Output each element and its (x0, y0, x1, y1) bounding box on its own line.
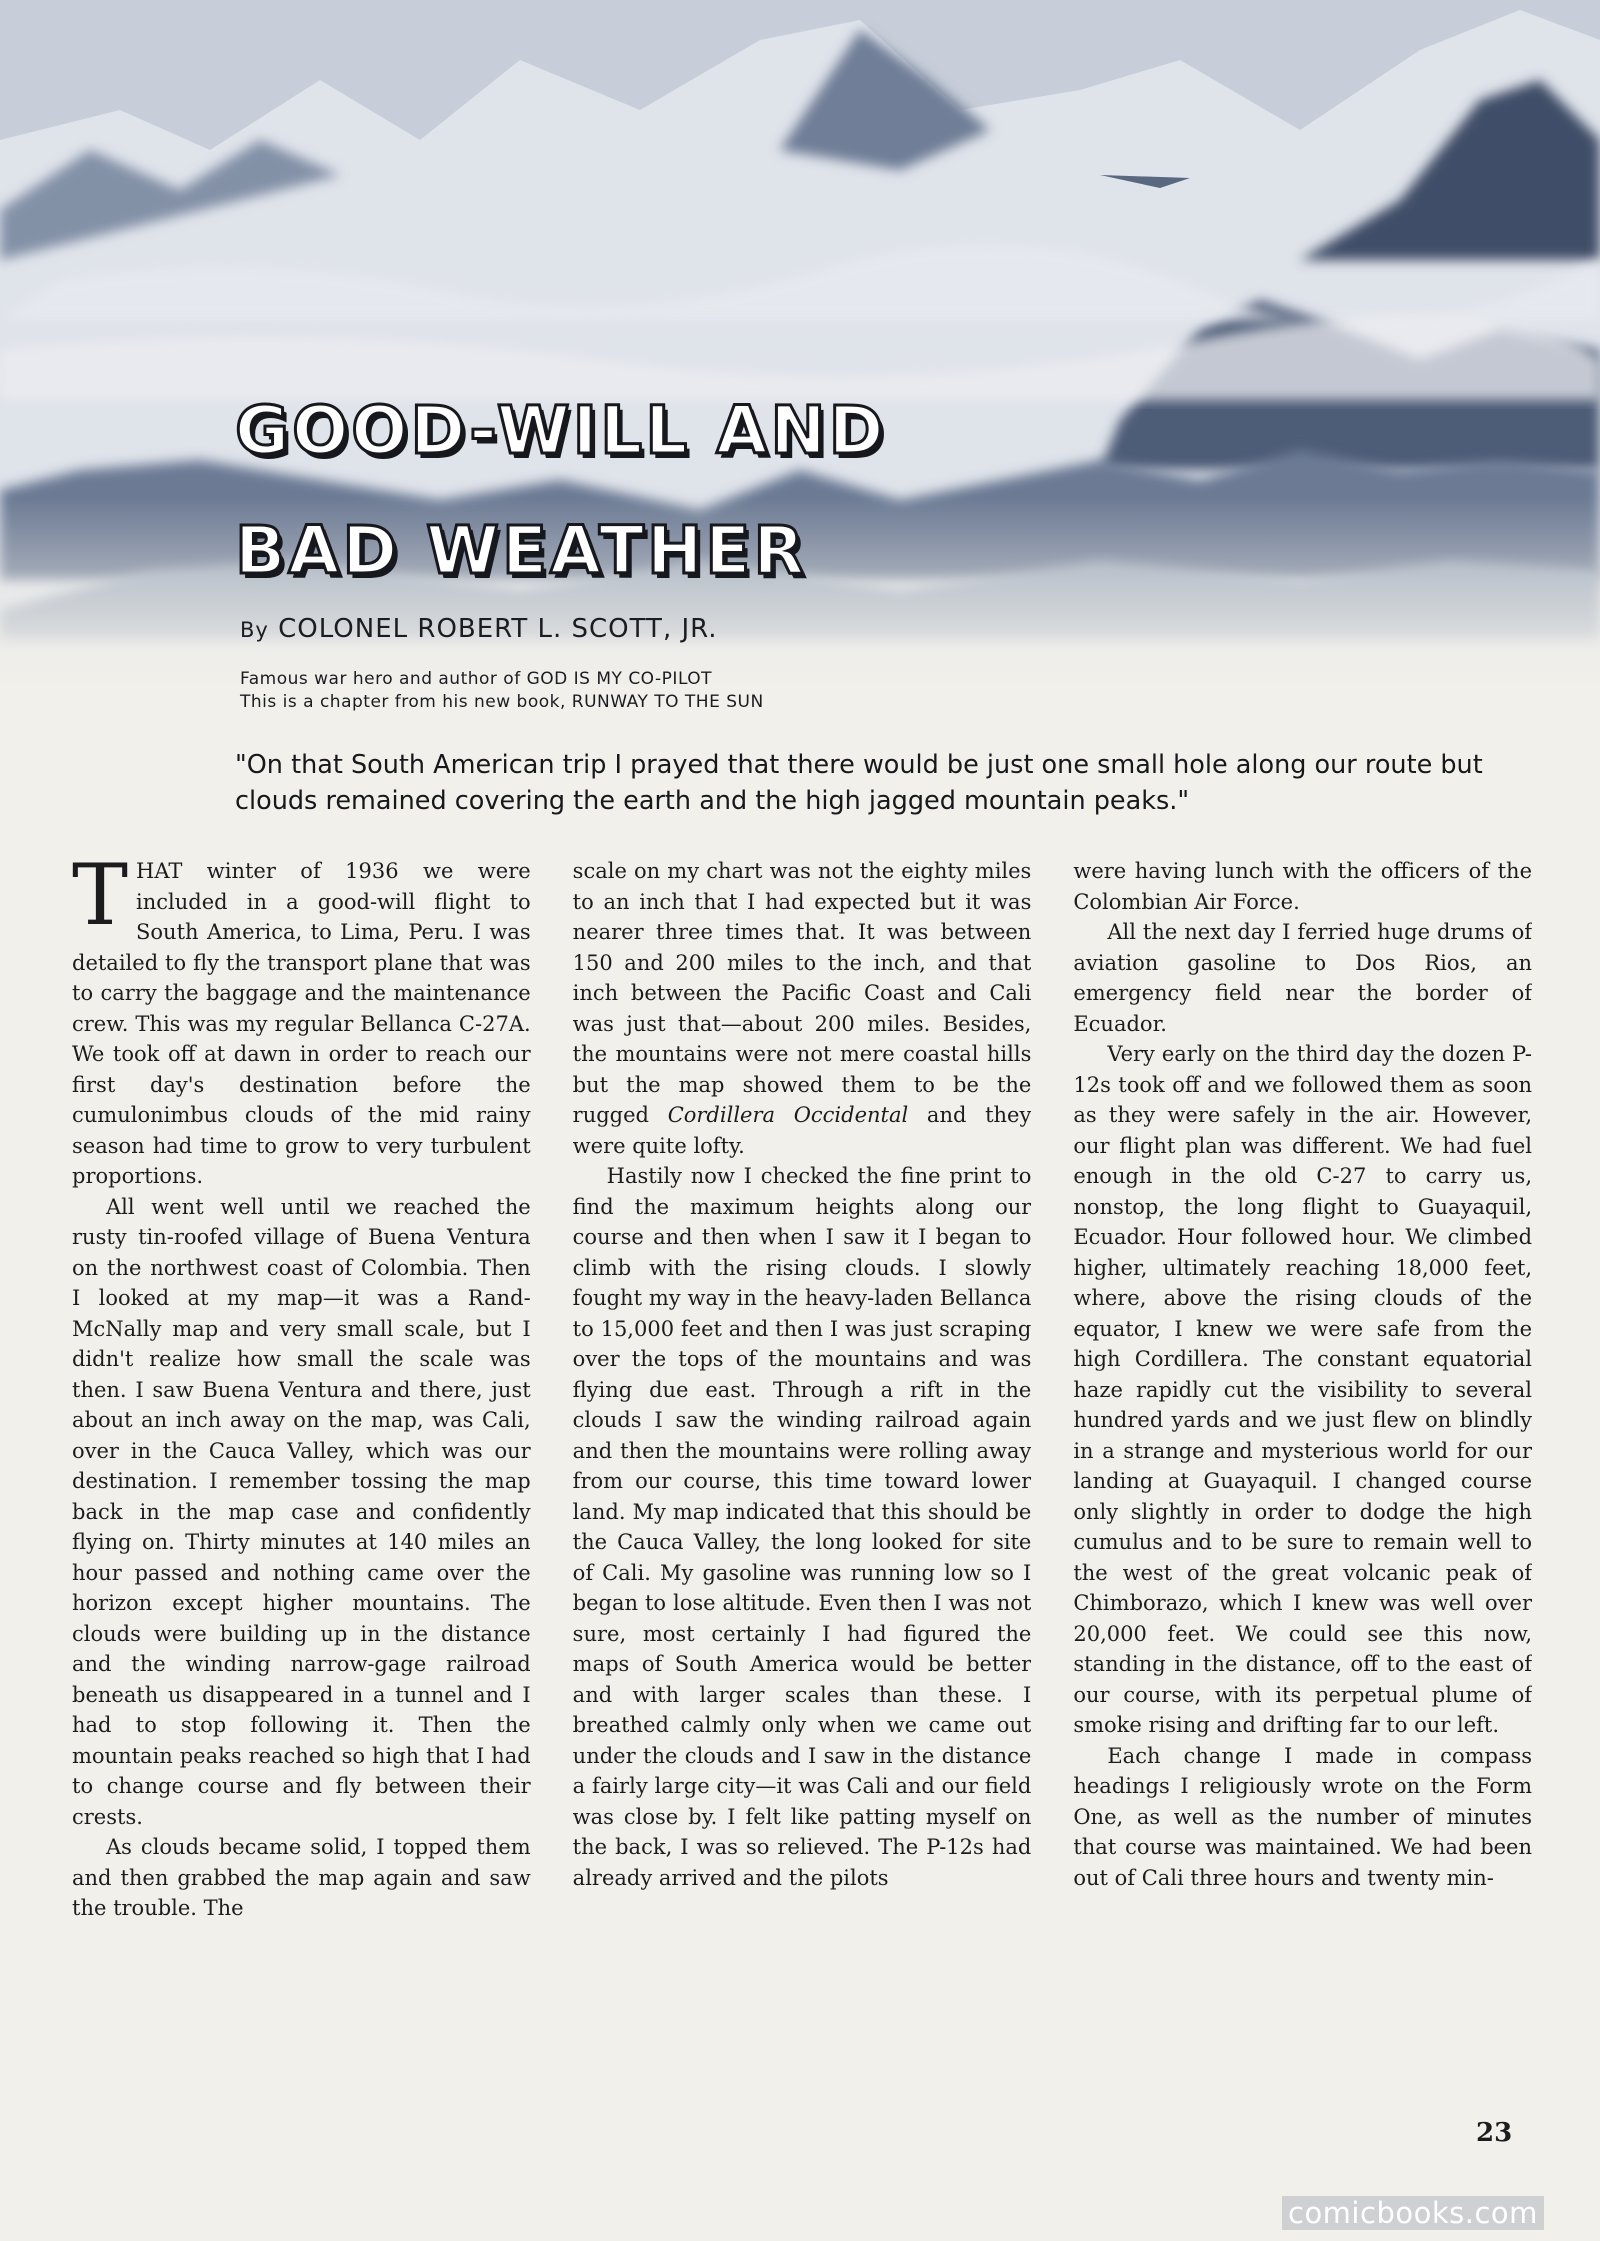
paragraph: Each change I made in compass headings I religiously wrote on the Form One, as well as the number of minutes that course was maintained. We had been out of Cali three hours and twenty min- (1073, 1743, 1533, 1890)
paragraph-text: and they were quite lofty. (572, 1103, 1032, 1158)
article-body (72, 856, 1532, 2086)
paragraph: were having lunch with the officers of the Colombian Air Force. (1073, 859, 1533, 914)
credit-line-2: This is a chapter from his new book, RUNWAY TO THE SUN (240, 692, 764, 712)
article-column-1 (72, 856, 531, 2086)
paragraph-text: HAT winter of 1936 we were included in a good-will flight to South America, to Lima, Peru. I was detailed to fly the transport plane that was to carry the baggage and the maintenance crew. This was my regular Bellanca C-27A. We took off at dawn in order to reach our first day's destination before the cumulonimbus clouds of the mid rainy season had time to grow to very turbulent proportions. (72, 859, 531, 1188)
article-column-2 (573, 856, 1032, 2086)
paragraph-text: scale on my chart was not the eighty miles to an inch that I had expected but it was nearer three times that. It was between 150 and 200 miles to the inch, and that inch between the Pacific Coast and Cali was just that—about 200 miles. Besides, the mountains were not mere coastal hills but the map showed them to be the rugged (572, 859, 1032, 1127)
paragraph: As clouds became solid, I topped them and then grabbed the map again and saw the trouble. The (72, 1835, 531, 1920)
byline-by: By (240, 618, 269, 642)
article-title-line-2: BAD WEATHER (235, 512, 808, 589)
paragraph (573, 856, 1032, 1161)
article-title-line-1: GOOD-WILL AND (235, 392, 887, 469)
italic-place-name: Cordillera Occidental (667, 1103, 909, 1127)
author-credits (240, 668, 764, 714)
author-name: COLONEL ROBERT L. SCOTT, JR. (278, 614, 718, 644)
paragraph: Hastily now I checked the fine print to find the maximum heights along our course and then when I saw it I began to climb with the rising clouds. I slowly fought my way in the heavy-laden Bellanca to 15,000 feet and then I was just scraping over the tops of the mountains and was flying due east. Through a rift in the clouds I saw the winding railroad again and then the mountains were rolling away from our course, this time toward lower land. My map indicated that this should be the Cauca Valley, the long looked for site of Cali. My gasoline was running low so I began to lose altitude. Even then I was not sure, most certainly I had figured the maps of South America would be better and with larger scales than these. I breathed calmly only when we came out under the clouds and I saw in the distance a fairly large city—it was Cali and our field was close by. I felt like patting myself on the back, I was so relieved. The P-12s had already arrived and the pilots (572, 1164, 1032, 1890)
byline (240, 614, 718, 644)
paragraph (72, 856, 531, 1192)
article-column-3 (1073, 856, 1532, 2086)
drop-cap: T (72, 856, 129, 944)
credit-line-1: Famous war hero and author of GOD IS MY CO-PILOT (240, 669, 713, 689)
page-number: 23 (1476, 2118, 1513, 2148)
paragraph: Very early on the third day the dozen P-12s took off and we followed them as soon as they were safely in the air. However, our flight plan was different. We had fuel enough in the old C-27 to carry us, nonstop, the long flight to Guayaquil, Ecuador. Hour followed hour. We climbed higher, ultimately reaching 18,000 feet, where, above the rising clouds of the equator, I knew we were safe from the high Cordillera. The constant equatorial haze rapidly cut the visibility to several hundred yards and we just flew on blindly in a strange and mysterious world for our landing at Guayaquil. I changed course only slightly in order to dodge the high cumulus and to be sure to remain well to the west of the great volcanic peak of Chimborazo, which I knew was well over 20,000 feet. We could see this now, standing in the distance, off to the east of our course, with its perpetual plume of smoke rising and drifting far to our left. (1073, 1042, 1533, 1737)
paragraph: All the next day I ferried huge drums of aviation gasoline to Dos Rios, an emergency field near the border of Ecuador. (1073, 920, 1533, 1036)
site-watermark: comicbooks.com (1282, 2196, 1544, 2230)
paragraph: All went well until we reached the rusty tin-roofed village of Buena Ventura on the northwest coast of Colombia. Then I looked at my map—it was a Rand-McNally map and very small scale, but I didn't realize how small the scale was then. I saw Buena Ventura and there, just about an inch away on the map, was Cali, over in the Cauca Valley, which was our destination. I remember tossing the map back in the map case and confidently flying on. Thirty minutes at 140 miles an hour passed and nothing came over the horizon except higher mountains. The clouds were building up in the distance and the winding narrow-gage railroad beneath us disappeared in a tunnel and I had to stop following it. Then the mountain peaks reached so high that I had to change course and fly between their crests. (72, 1194, 531, 1829)
pull-quote: "On that South American trip I prayed that there would be just one small hole along our route but clouds remained covering the earth and the high jagged mountain peaks." (235, 750, 1483, 816)
